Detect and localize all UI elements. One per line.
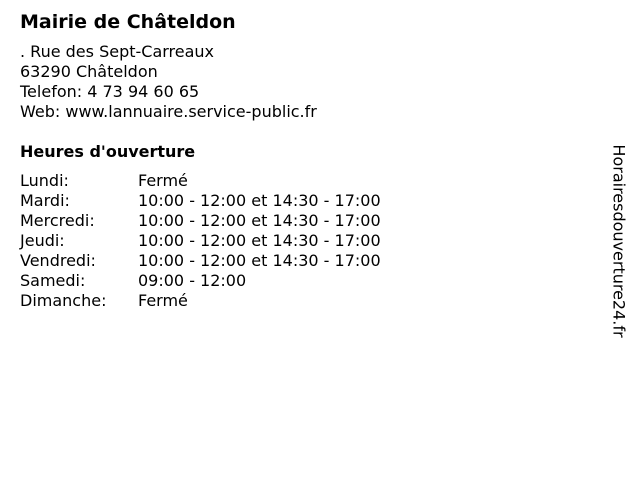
hours-time: 10:00 - 12:00 et 14:30 - 17:00 [138, 251, 381, 270]
phone-label: Telefon: [20, 82, 83, 101]
city-address: 63290 Châteldon [20, 62, 158, 81]
hours-heading: Heures d'ouverture [20, 142, 196, 161]
phone-line [20, 82, 600, 102]
phone-number[interactable]: 4 73 94 60 65 [87, 82, 200, 101]
hours-row-tuesday [20, 191, 600, 211]
street-address: . Rue des Sept-Carreaux [20, 42, 215, 61]
hours-day: Samedi: [20, 271, 86, 290]
page-title: Mairie de Châteldon [20, 11, 236, 33]
address-block [20, 42, 600, 122]
hours-time: 10:00 - 12:00 et 14:30 - 17:00 [138, 211, 381, 230]
opening-hours-table [20, 171, 600, 311]
hours-time: Fermé [138, 171, 188, 190]
hours-time: 09:00 - 12:00 [138, 271, 247, 290]
hours-row-thursday [20, 231, 600, 251]
hours-row-sunday [20, 291, 600, 311]
hours-time: Fermé [138, 291, 188, 310]
hours-time: 10:00 - 12:00 et 14:30 - 17:00 [138, 191, 381, 210]
hours-row-saturday [20, 271, 600, 291]
hours-row-friday [20, 251, 600, 271]
hours-day: Dimanche: [20, 291, 107, 310]
web-label: Web: [20, 102, 61, 121]
site-brand-text: Horairesdouverture24.fr [610, 144, 630, 338]
hours-row-wednesday [20, 211, 600, 231]
hours-day: Mardi: [20, 191, 70, 210]
site-brand-watermark [601, 136, 637, 346]
hours-time: 10:00 - 12:00 et 14:30 - 17:00 [138, 231, 381, 250]
hours-row-monday [20, 171, 600, 191]
web-line [20, 102, 600, 122]
business-card [20, 10, 600, 311]
hours-day: Lundi: [20, 171, 69, 190]
hours-day: Jeudi: [20, 231, 65, 250]
hours-day: Vendredi: [20, 251, 96, 270]
hours-day: Mercredi: [20, 211, 95, 230]
website-link[interactable]: www.lannuaire.service-public.fr [65, 102, 317, 121]
